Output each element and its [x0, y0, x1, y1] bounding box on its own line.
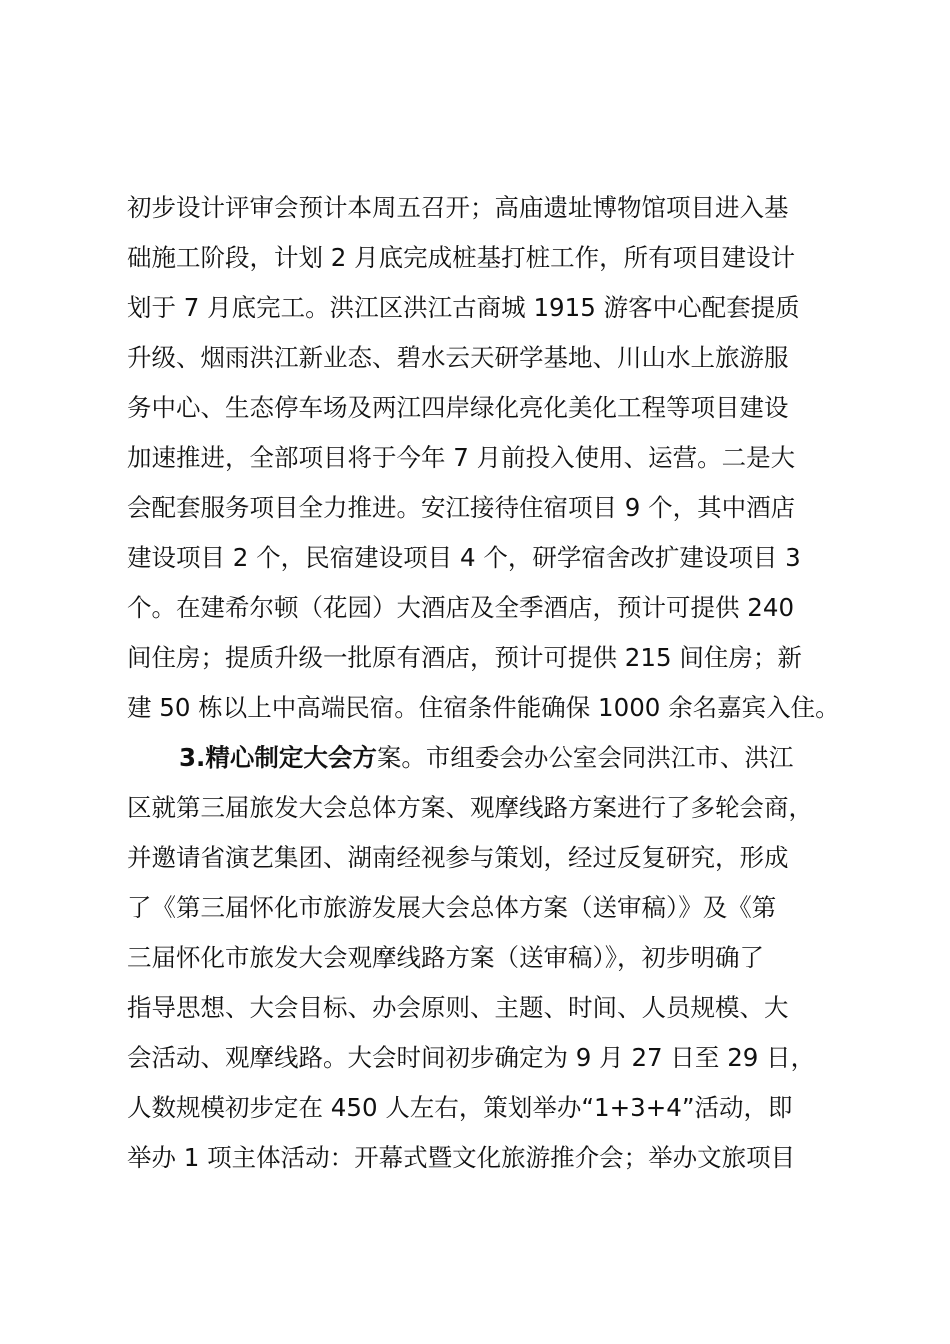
text-line: 初步设计评审会预计本周五召开；高庙遗址博物馆项目进入基 [127, 193, 789, 222]
section-3-first-line-text: 案。市组委会办公室会同洪江市、洪江 [376, 743, 794, 772]
text-line: 础施工阶段，计划 2 月底完成桩基打桩工作，所有项目建设计 [127, 243, 796, 272]
document-body [127, 183, 847, 1183]
text-line: 务中心、生态停车场及两江四岸绿化亮化美化工程等项目建设 [127, 393, 789, 422]
text-line: 了《第三届怀化市旅游发展大会总体方案（送审稿）》及《第 [127, 893, 777, 922]
text-line: 举办 1 项主体活动：开幕式暨文化旅游推介会；举办文旅项目 [127, 1143, 796, 1172]
text-line: 区就第三届旅发大会总体方案、观摩线路方案进行了多轮会商， [127, 793, 813, 822]
text-line: 指导思想、大会目标、办会原则、主题、时间、人员规模、大 [127, 993, 789, 1022]
text-line: 升级、烟雨洪江新业态、碧水云天研学基地、川山水上旅游服 [127, 343, 789, 372]
text-line: 并邀请省演艺集团、湖南经视参与策划，经过反复研究，形成 [127, 843, 789, 872]
section-3-heading: 3.精心制定大会方 [179, 743, 377, 772]
section-3-first-line [127, 733, 847, 783]
text-line: 个。在建希尔顿（花园）大酒店及全季酒店，预计可提供 240 [127, 593, 795, 622]
text-line: 人数规模初步定在 450 人左右，策划举办“1+3+4”活动，即 [127, 1093, 793, 1122]
text-line: 会活动、观摩线路。大会时间初步确定为 9 月 27 日至 29 日， [127, 1043, 816, 1072]
text-line: 划于 7 月底完工。洪江区洪江古商城 1915 游客中心配套提质 [127, 293, 800, 322]
text-line: 会配套服务项目全力推进。安江接待住宿项目 9 个，其中酒店 [127, 493, 796, 522]
text-line: 建 50 栋以上中高端民宿。住宿条件能确保 1000 余名嘉宾入住。 [127, 693, 840, 722]
text-line: 三届怀化市旅发大会观摩线路方案（送审稿）》，初步明确了 [127, 943, 764, 972]
text-line: 间住房；提质升级一批原有酒店，预计可提供 215 间住房；新 [127, 643, 802, 672]
text-line: 加速推进，全部项目将于今年 7 月前投入使用、运营。二是大 [127, 443, 796, 472]
text-line: 建设项目 2 个，民宿建设项目 4 个，研学宿舍改扩建设项目 3 [127, 543, 801, 572]
